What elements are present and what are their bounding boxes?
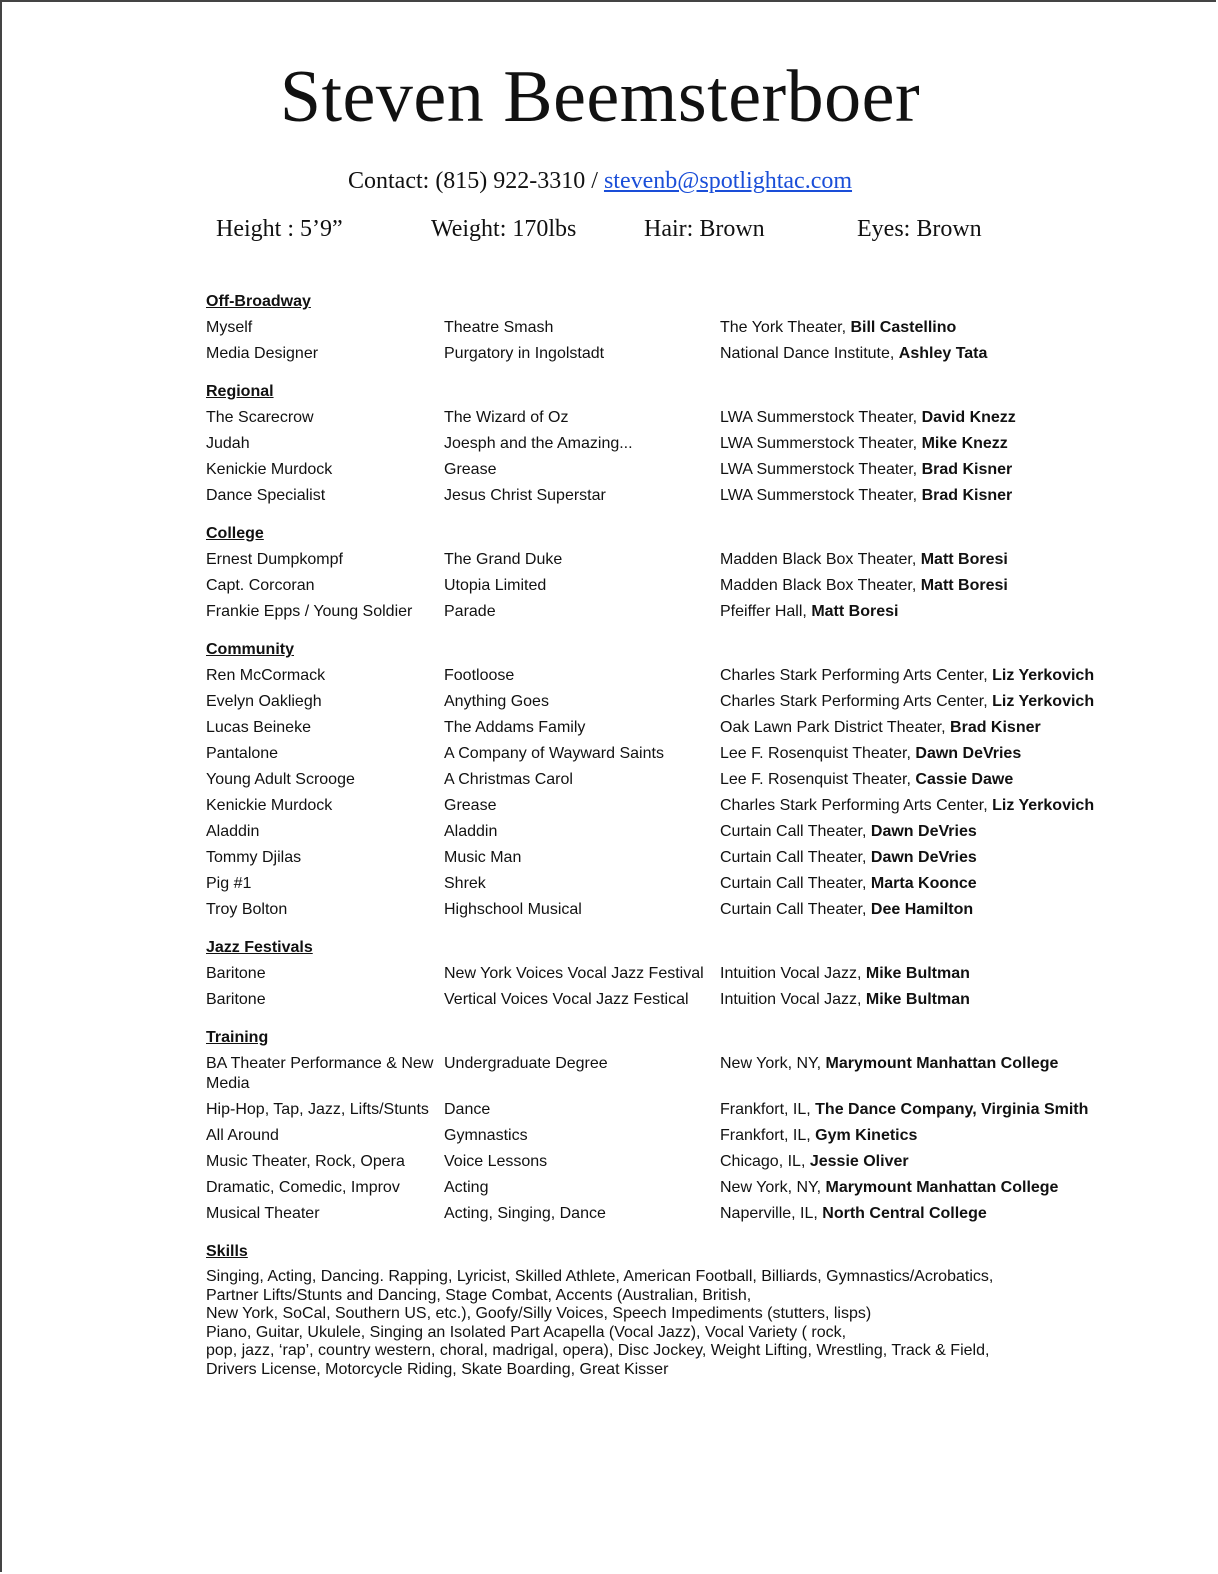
credit-venue <box>720 318 1106 338</box>
credit-role: Baritone <box>206 965 266 982</box>
section-heading: College <box>206 525 264 542</box>
credit-row <box>206 822 1106 842</box>
credit-row <box>206 848 1106 868</box>
section-off-broadway <box>206 292 1106 364</box>
credit-role: Ren McCormack <box>206 667 326 684</box>
credit-show: Vertical Voices Vocal Jazz Festical <box>444 991 689 1008</box>
credit-role: Myself <box>206 319 253 336</box>
skills-section <box>206 1242 1106 1379</box>
physical-stats <box>2 216 1218 246</box>
credit-venue <box>720 344 1106 364</box>
credit-show: Acting, Singing, Dance <box>444 1205 606 1222</box>
director-name: Marta Koonce <box>870 875 977 892</box>
credit-venue <box>720 1126 1106 1146</box>
credit-row <box>206 408 1106 428</box>
credit-row <box>206 744 1106 764</box>
credit-show: Undergraduate Degree <box>444 1055 608 1072</box>
venue-name: Lee F. Rosenquist Theater, <box>720 745 911 762</box>
director-name: Mike Bultman <box>865 965 970 982</box>
director-name: Mike Knezz <box>921 435 1008 452</box>
credit-venue <box>720 602 1106 622</box>
director-name: Brad Kisner <box>921 487 1013 504</box>
credit-row <box>206 344 1106 364</box>
credit-row <box>206 1152 1106 1172</box>
director-name: Matt Boresi <box>811 603 899 620</box>
credit-row <box>206 318 1106 338</box>
director-name: Marymount Manhattan College <box>825 1179 1059 1196</box>
section-community <box>206 640 1106 920</box>
director-name: Ashley Tata <box>898 345 988 362</box>
director-name: Brad Kisner <box>921 461 1013 478</box>
director-name: Cassie Dawe <box>915 771 1014 788</box>
director-name: Bill Castellino <box>850 319 957 336</box>
contact-phone: Contact: (815) 922-3310 / <box>348 168 598 194</box>
venue-name: Intuition Vocal Jazz, <box>720 965 862 982</box>
credit-show: Shrek <box>444 875 486 892</box>
director-name: Brad Kisner <box>950 719 1041 736</box>
credit-row <box>206 770 1106 790</box>
venue-name: National Dance Institute, <box>720 345 895 362</box>
skills-line: Drivers License, Motorcycle Riding, Skate Boarding, Great Kisser <box>206 1360 669 1378</box>
email-link[interactable]: stevenb@spotlightac.com <box>603 168 853 194</box>
credit-show: Grease <box>444 461 497 478</box>
credit-row <box>206 874 1106 894</box>
skills-line: pop, jazz, ‘rap’, country western, choral, madrigal, opera), Disc Jockey, Weight Lifting, Wrestling, Track & Field, <box>206 1342 990 1359</box>
credit-row <box>206 1100 1106 1120</box>
credit-row <box>206 1178 1106 1198</box>
credit-role: Evelyn Oakliegh <box>206 693 322 710</box>
section-heading: Jazz Festivals <box>206 939 313 956</box>
credit-role: Baritone <box>206 991 266 1008</box>
stat-hair: Hair: Brown <box>644 216 765 242</box>
section-training <box>206 1028 1106 1224</box>
venue-name: Pfeiffer Hall, <box>720 603 807 620</box>
venue-name: New York, NY, <box>720 1179 822 1196</box>
venue-name: Chicago, IL, <box>720 1153 806 1170</box>
credit-venue <box>720 744 1106 764</box>
credit-role: All Around <box>206 1127 279 1144</box>
credit-venue <box>720 1152 1106 1172</box>
credit-venue <box>720 770 1106 790</box>
credit-role: Frankie Epps / Young Soldier <box>206 603 413 620</box>
venue-name: Charles Stark Performing Arts Center, <box>720 797 988 814</box>
credit-venue <box>720 666 1106 686</box>
credit-role: Musical Theater <box>206 1205 320 1222</box>
credit-row <box>206 900 1106 920</box>
credit-role: Tommy Djilas <box>206 849 302 866</box>
credit-show: Utopia Limited <box>444 577 547 594</box>
credit-row <box>206 486 1106 506</box>
stat-weight: Weight: 170lbs <box>431 216 577 242</box>
credit-venue <box>720 486 1106 506</box>
credit-row <box>206 460 1106 480</box>
credit-role: Dramatic, Comedic, Improv <box>206 1179 400 1196</box>
venue-name: New York, NY, <box>720 1055 822 1072</box>
credit-role: The Scarecrow <box>206 409 314 426</box>
credit-show: Footloose <box>444 667 515 684</box>
credit-show: The Grand Duke <box>444 551 563 568</box>
director-name: David Knezz <box>921 409 1016 426</box>
credit-role: Troy Bolton <box>206 901 288 918</box>
credit-venue <box>720 900 1106 920</box>
credits-sections <box>206 292 1106 1224</box>
credit-show: Acting <box>444 1179 489 1196</box>
credit-row <box>206 1126 1106 1146</box>
skills-text <box>206 1268 1006 1379</box>
venue-name: Charles Stark Performing Arts Center, <box>720 667 988 684</box>
credit-show: The Addams Family <box>444 719 586 736</box>
section-heading: Community <box>206 641 294 658</box>
credit-role: Pig #1 <box>206 875 252 892</box>
credit-venue <box>720 434 1106 454</box>
venue-name: Curtain Call Theater, <box>720 823 867 840</box>
credit-venue <box>720 1178 1106 1198</box>
credit-row <box>206 576 1106 596</box>
director-name: Liz Yerkovich <box>992 667 1095 684</box>
venue-name: Curtain Call Theater, <box>720 849 867 866</box>
credit-show: Parade <box>444 603 496 620</box>
credit-row <box>206 666 1106 686</box>
credit-venue <box>720 1100 1106 1120</box>
credit-row <box>206 550 1106 570</box>
director-name: Matt Boresi <box>920 577 1008 594</box>
venue-name: The York Theater, <box>720 319 847 336</box>
section-heading: Skills <box>206 1243 248 1260</box>
credit-venue <box>720 408 1106 428</box>
credit-role: Judah <box>206 435 250 452</box>
credit-show: A Company of Wayward Saints <box>444 745 664 762</box>
resume-content <box>206 292 1106 1397</box>
credit-role: Kenickie Murdock <box>206 797 333 814</box>
credit-show: New York Voices Vocal Jazz Festival <box>444 965 704 982</box>
director-name: Dawn DeVries <box>915 745 1022 762</box>
credit-role: BA Theater Performance & New Media <box>206 1055 434 1092</box>
credit-row <box>206 990 1106 1010</box>
credit-show: The Wizard of Oz <box>444 409 569 426</box>
credit-show: Purgatory in Ingolstadt <box>444 345 605 362</box>
credit-role: Media Designer <box>206 345 319 362</box>
stat-height: Height : 5’9” <box>216 216 343 242</box>
credit-row <box>206 602 1106 622</box>
venue-name: Curtain Call Theater, <box>720 875 867 892</box>
section-regional <box>206 382 1106 506</box>
credit-show: Joesph and the Amazing... <box>444 435 633 452</box>
credit-role: Hip-Hop, Tap, Jazz, Lifts/Stunts <box>206 1101 429 1118</box>
credit-show: Highschool Musical <box>444 901 582 918</box>
venue-name: Madden Black Box Theater, <box>720 577 917 594</box>
credit-venue <box>720 576 1106 596</box>
credit-role: Dance Specialist <box>206 487 326 504</box>
credit-venue <box>720 1054 1106 1094</box>
venue-name: LWA Summerstock Theater, <box>720 409 918 426</box>
skills-line: Piano, Guitar, Ukulele, Singing an Isolated Part Acapella (Vocal Jazz), Vocal Variety ( rock, <box>206 1323 847 1341</box>
director-name: North Central College <box>822 1205 987 1222</box>
venue-name: LWA Summerstock Theater, <box>720 435 918 452</box>
credit-show: Aladdin <box>444 823 498 840</box>
credit-row <box>206 434 1106 454</box>
credit-venue <box>720 848 1106 868</box>
credit-row <box>206 964 1106 984</box>
credit-role: Aladdin <box>206 823 260 840</box>
venue-name: LWA Summerstock Theater, <box>720 461 918 478</box>
credit-venue <box>720 990 1106 1010</box>
director-name: Mike Bultman <box>865 991 970 1008</box>
credit-show: A Christmas Carol <box>444 771 573 788</box>
venue-name: LWA Summerstock Theater, <box>720 487 918 504</box>
credit-show: Theatre Smash <box>444 319 554 336</box>
director-name: Marymount Manhattan College <box>825 1055 1059 1072</box>
credit-role: Music Theater, Rock, Opera <box>206 1153 405 1170</box>
section-heading: Training <box>206 1029 269 1046</box>
director-name: Dee Hamilton <box>870 901 974 918</box>
credit-row <box>206 1204 1106 1224</box>
venue-name: Lee F. Rosenquist Theater, <box>720 771 911 788</box>
credit-row <box>206 796 1106 816</box>
credit-role: Kenickie Murdock <box>206 461 333 478</box>
credit-row <box>206 718 1106 738</box>
credit-role: Young Adult Scrooge <box>206 771 355 788</box>
venue-name: Frankfort, IL, <box>720 1101 811 1118</box>
director-name: Matt Boresi <box>920 551 1008 568</box>
section-heading: Regional <box>206 383 274 400</box>
credit-venue <box>720 964 1106 984</box>
section-college <box>206 524 1106 622</box>
credit-show: Dance <box>444 1101 491 1118</box>
contact-line <box>348 168 852 195</box>
credit-venue <box>720 874 1106 894</box>
director-name: Liz Yerkovich <box>992 693 1095 710</box>
credit-show: Anything Goes <box>444 693 549 710</box>
venue-name: Curtain Call Theater, <box>720 901 867 918</box>
credit-venue <box>720 822 1106 842</box>
credit-role: Pantalone <box>206 745 279 762</box>
credit-role: Lucas Beineke <box>206 719 311 736</box>
credit-show: Gymnastics <box>444 1127 528 1144</box>
skills-line: Partner Lifts/Stunts and Dancing, Stage Combat, Accents (Australian, British, <box>206 1286 752 1304</box>
section-jazz-festivals <box>206 938 1106 1010</box>
credit-venue <box>720 796 1106 816</box>
director-name: Jessie Oliver <box>809 1153 909 1170</box>
credit-row <box>206 692 1106 712</box>
director-name: The Dance Company, Virginia Smith <box>815 1101 1089 1118</box>
credit-venue <box>720 718 1106 738</box>
credit-row <box>206 1054 1106 1094</box>
skills-line: Singing, Acting, Dancing. Rapping, Lyricist, Skilled Athlete, American Football, Billiards, Gymnastics/Acrobatics, <box>206 1268 994 1285</box>
credit-show: Voice Lessons <box>444 1153 548 1170</box>
director-name: Dawn DeVries <box>870 849 977 866</box>
credit-show: Grease <box>444 797 497 814</box>
venue-name: Charles Stark Performing Arts Center, <box>720 693 988 710</box>
credit-show: Music Man <box>444 849 522 866</box>
director-name: Liz Yerkovich <box>992 797 1095 814</box>
credit-venue <box>720 692 1106 712</box>
credit-show: Jesus Christ Superstar <box>444 487 606 504</box>
venue-name: Intuition Vocal Jazz, <box>720 991 862 1008</box>
stat-eyes: Eyes: Brown <box>857 216 982 242</box>
director-name: Gym Kinetics <box>815 1127 918 1144</box>
credit-venue <box>720 550 1106 570</box>
credit-role: Capt. Corcoran <box>206 577 315 594</box>
venue-name: Naperville, IL, <box>720 1205 818 1222</box>
venue-name: Oak Lawn Park District Theater, <box>720 719 946 736</box>
venue-name: Frankfort, IL, <box>720 1127 811 1144</box>
page-title: Steven Beemsterboer <box>279 56 921 138</box>
credit-role: Ernest Dumpkompf <box>206 551 343 568</box>
venue-name: Madden Black Box Theater, <box>720 551 917 568</box>
skills-line: New York, SoCal, Southern US, etc.), Goofy/Silly Voices, Speech Impediments (stutters, lisps) <box>206 1305 872 1322</box>
section-heading: Off-Broadway <box>206 293 311 310</box>
credit-venue <box>720 460 1106 480</box>
director-name: Dawn DeVries <box>870 823 977 840</box>
credit-venue <box>720 1204 1106 1224</box>
